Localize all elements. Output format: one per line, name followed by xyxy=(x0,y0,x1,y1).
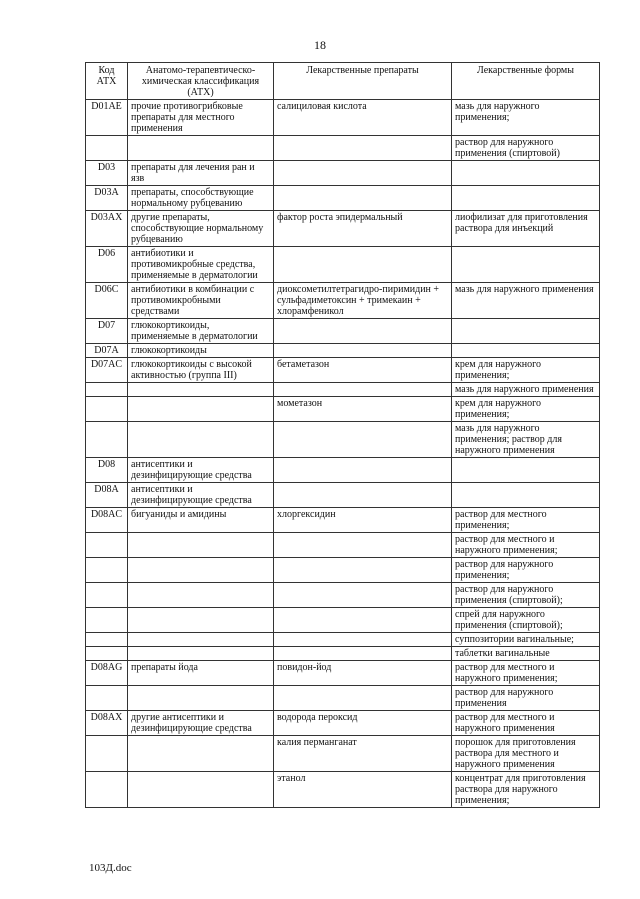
dosage-form-cell xyxy=(452,344,600,358)
table-row xyxy=(86,533,600,558)
drug-cell: хлоргексидин xyxy=(274,508,452,533)
classification-cell: глюкокортикоиды xyxy=(128,344,274,358)
table-row xyxy=(86,186,600,211)
header-atc-classification: Анатомо-терапевтическо-химическая классификация (АТХ) xyxy=(128,63,274,100)
table-row xyxy=(86,483,600,508)
header-dosage-forms: Лекарственные формы xyxy=(452,63,600,100)
table-row xyxy=(86,508,600,533)
table-row xyxy=(86,647,600,661)
drug-cell xyxy=(274,383,452,397)
header-drugs: Лекарственные препараты xyxy=(274,63,452,100)
drug-cell: этанол xyxy=(274,772,452,808)
atc-code-cell xyxy=(86,422,128,458)
atc-code-cell xyxy=(86,772,128,808)
atc-code-cell xyxy=(86,583,128,608)
dosage-form-cell: раствор для наружного применения xyxy=(452,686,600,711)
classification-cell xyxy=(128,383,274,397)
table-header xyxy=(86,63,600,100)
atc-code-cell: D08 xyxy=(86,458,128,483)
table-row xyxy=(86,633,600,647)
dosage-form-cell: крем для наружного применения; xyxy=(452,358,600,383)
classification-cell xyxy=(128,633,274,647)
classification-cell: глюкокортикоиды, применяемые в дерматологии xyxy=(128,319,274,344)
header-atc-code: Код АТХ xyxy=(86,63,128,100)
table-row xyxy=(86,422,600,458)
drug-cell: диоксометилтетрагидро-пиримидин + сульфадиметоксин + тримекаин + хлорамфеникол xyxy=(274,283,452,319)
classification-cell xyxy=(128,686,274,711)
table-row xyxy=(86,247,600,283)
classification-cell: глюкокортикоиды с высокой активностью (группа III) xyxy=(128,358,274,383)
drug-cell xyxy=(274,558,452,583)
atc-code-cell: D07 xyxy=(86,319,128,344)
dosage-form-cell xyxy=(452,186,600,211)
dosage-form-cell: раствор для наружного применения; xyxy=(452,558,600,583)
classification-cell: препараты, способствующие нормальному рубцеванию xyxy=(128,186,274,211)
atc-code-cell: D08AC xyxy=(86,508,128,533)
drug-cell xyxy=(274,647,452,661)
table-row xyxy=(86,686,600,711)
table-row xyxy=(86,711,600,736)
drug-cell xyxy=(274,247,452,283)
table-row xyxy=(86,397,600,422)
atc-code-cell: D08AG xyxy=(86,661,128,686)
table-row xyxy=(86,383,600,397)
drug-cell: повидон-йод xyxy=(274,661,452,686)
dosage-form-cell: раствор для наружного применения (спиртовой) xyxy=(452,136,600,161)
atc-code-cell: D01AE xyxy=(86,100,128,136)
drug-cell xyxy=(274,136,452,161)
dosage-form-cell: мазь для наружного применения; раствор для наружного применения xyxy=(452,422,600,458)
classification-cell xyxy=(128,608,274,633)
classification-cell: препараты для лечения ран и язв xyxy=(128,161,274,186)
dosage-form-cell: спрей для наружного применения (спиртовой); xyxy=(452,608,600,633)
drug-cell xyxy=(274,533,452,558)
atc-code-cell xyxy=(86,633,128,647)
atc-code-cell: D07A xyxy=(86,344,128,358)
drug-cell xyxy=(274,319,452,344)
classification-cell: антисептики и дезинфицирующие средства xyxy=(128,483,274,508)
dosage-form-cell: таблетки вагинальные xyxy=(452,647,600,661)
atc-classification-table xyxy=(85,62,600,808)
table-row xyxy=(86,583,600,608)
classification-cell xyxy=(128,736,274,772)
drug-cell: мометазон xyxy=(274,397,452,422)
drug-cell xyxy=(274,686,452,711)
drug-cell xyxy=(274,458,452,483)
classification-cell: другие антисептики и дезинфицирующие средства xyxy=(128,711,274,736)
classification-cell: антисептики и дезинфицирующие средства xyxy=(128,458,274,483)
drug-cell: калия перманганат xyxy=(274,736,452,772)
dosage-form-cell: раствор для местного применения; xyxy=(452,508,600,533)
atc-code-cell: D07AC xyxy=(86,358,128,383)
dosage-form-cell xyxy=(452,161,600,186)
table-row xyxy=(86,283,600,319)
drug-cell xyxy=(274,422,452,458)
classification-cell xyxy=(128,136,274,161)
classification-cell: бигуаниды и амидины xyxy=(128,508,274,533)
dosage-form-cell: порошок для приготовления раствора для местного и наружного применения xyxy=(452,736,600,772)
dosage-form-cell: раствор для местного и наружного применения; xyxy=(452,661,600,686)
table-row xyxy=(86,136,600,161)
table-row xyxy=(86,736,600,772)
classification-cell: другие препараты, способствующие нормальному рубцеванию xyxy=(128,211,274,247)
drug-cell: фактор роста эпидермальный xyxy=(274,211,452,247)
classification-cell xyxy=(128,533,274,558)
atc-code-cell xyxy=(86,136,128,161)
footer-filename: 103Д.doc xyxy=(89,862,132,874)
classification-cell xyxy=(128,422,274,458)
atc-code-cell xyxy=(86,397,128,422)
atc-code-cell: D03A xyxy=(86,186,128,211)
table-row xyxy=(86,358,600,383)
header-row xyxy=(86,63,600,100)
classification-cell: антибиотики в комбинации с противомикробными средствами xyxy=(128,283,274,319)
table-body xyxy=(86,100,600,808)
table-row xyxy=(86,100,600,136)
dosage-form-cell: раствор для местного и наружного применения; xyxy=(452,533,600,558)
classification-cell xyxy=(128,583,274,608)
dosage-form-cell: суппозитории вагинальные; xyxy=(452,633,600,647)
atc-code-cell xyxy=(86,686,128,711)
drug-cell: салициловая кислота xyxy=(274,100,452,136)
table-row xyxy=(86,211,600,247)
drug-cell: бетаметазон xyxy=(274,358,452,383)
classification-cell: прочие противогрибковые препараты для местного применения xyxy=(128,100,274,136)
atc-code-cell: D06 xyxy=(86,247,128,283)
table-row xyxy=(86,161,600,186)
drug-cell xyxy=(274,483,452,508)
classification-cell xyxy=(128,397,274,422)
classification-cell: антибиотики и противомикробные средства, применяемые в дерматологии xyxy=(128,247,274,283)
dosage-form-cell xyxy=(452,319,600,344)
atc-code-cell: D03AX xyxy=(86,211,128,247)
table-row xyxy=(86,344,600,358)
classification-cell xyxy=(128,647,274,661)
dosage-form-cell xyxy=(452,458,600,483)
dosage-form-cell xyxy=(452,483,600,508)
drug-cell: водорода пероксид xyxy=(274,711,452,736)
table-row xyxy=(86,608,600,633)
drug-cell xyxy=(274,583,452,608)
drug-cell xyxy=(274,161,452,186)
atc-code-cell: D06C xyxy=(86,283,128,319)
dosage-form-cell: мазь для наружного применения xyxy=(452,283,600,319)
atc-code-cell xyxy=(86,647,128,661)
drug-cell xyxy=(274,608,452,633)
atc-code-cell: D08A xyxy=(86,483,128,508)
table-row xyxy=(86,458,600,483)
dosage-form-cell: раствор для наружного применения (спиртовой); xyxy=(452,583,600,608)
dosage-form-cell: лиофилизат для приготовления раствора для инъекций xyxy=(452,211,600,247)
atc-code-cell xyxy=(86,558,128,583)
atc-code-cell: D03 xyxy=(86,161,128,186)
drug-cell xyxy=(274,633,452,647)
table-row xyxy=(86,772,600,808)
dosage-form-cell: раствор для местного и наружного применения xyxy=(452,711,600,736)
table-row xyxy=(86,558,600,583)
classification-cell: препараты йода xyxy=(128,661,274,686)
atc-code-cell xyxy=(86,736,128,772)
dosage-form-cell: мазь для наружного применения; xyxy=(452,100,600,136)
dosage-form-cell xyxy=(452,247,600,283)
atc-code-cell: D08AX xyxy=(86,711,128,736)
classification-cell xyxy=(128,558,274,583)
table-row xyxy=(86,319,600,344)
atc-code-cell xyxy=(86,533,128,558)
dosage-form-cell: крем для наружного применения; xyxy=(452,397,600,422)
table-row xyxy=(86,661,600,686)
dosage-form-cell: концентрат для приготовления раствора для наружного применения; xyxy=(452,772,600,808)
page-number: 18 xyxy=(314,38,326,52)
atc-code-cell xyxy=(86,383,128,397)
atc-code-cell xyxy=(86,608,128,633)
drug-cell xyxy=(274,344,452,358)
classification-cell xyxy=(128,772,274,808)
drug-cell xyxy=(274,186,452,211)
dosage-form-cell: мазь для наружного применения xyxy=(452,383,600,397)
